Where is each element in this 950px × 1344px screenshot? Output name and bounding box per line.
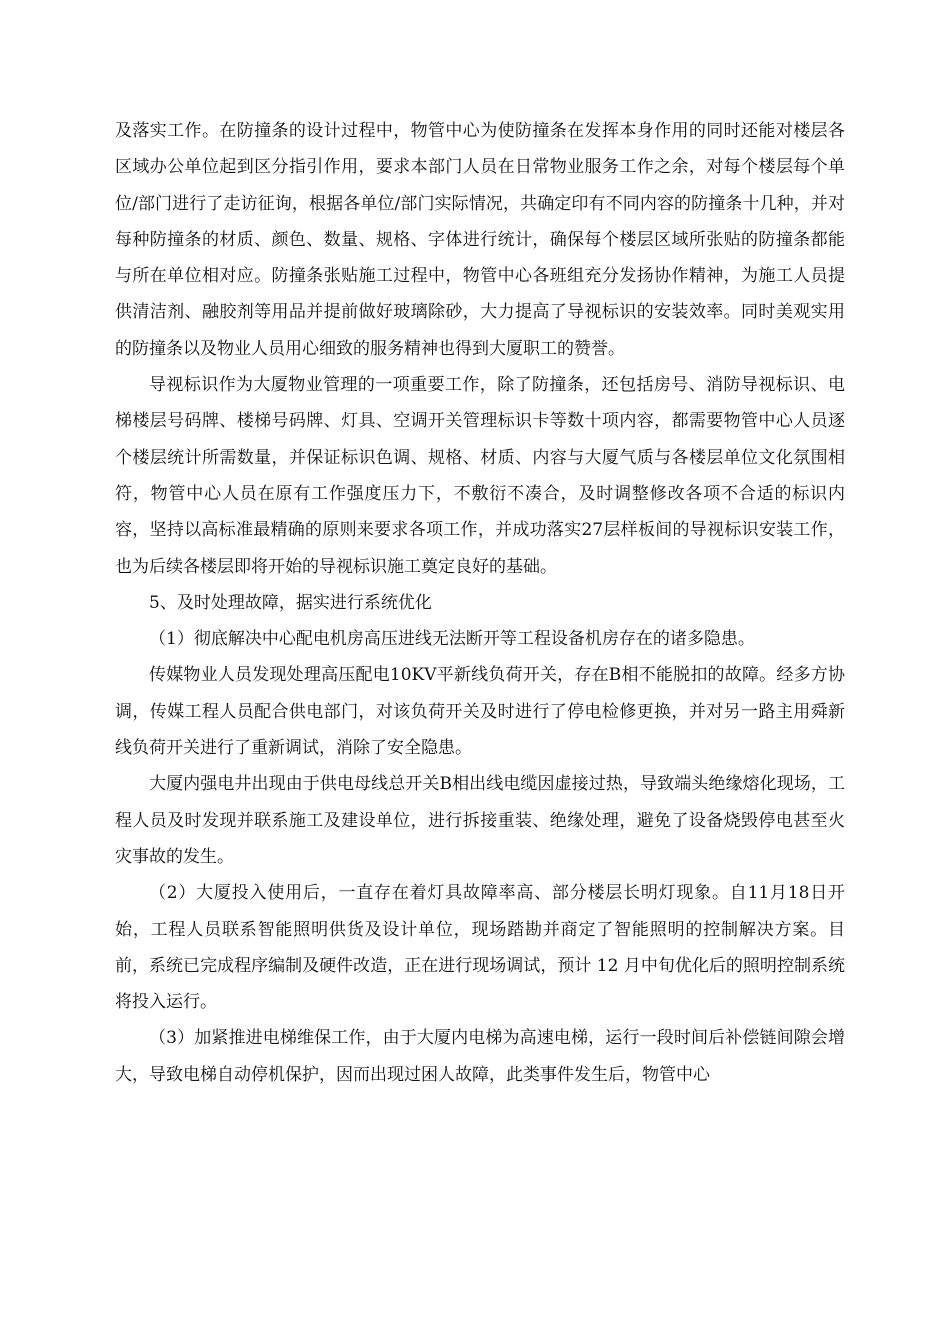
document-body xyxy=(115,113,845,1093)
paragraph-signage-work: 导视标识作为大厦物业管理的一项重要工作，除了防撞条，还包括房号、消防导视标识、电梯楼层号码牌、楼梯号码牌、灯具、空调开关管理标识卡等数十项内容，都需要物管中心人员逐个楼层统计所需数量，并保证标识色调、规格、材质、内容与大厦气质与各楼层单位文化氛围相符，物管中心人员在原有工作强度压力下，不敷衍不凑合，及时调整修改各项不合适的标识内容，坚持以高标准最精确的原则来要求各项工作，并成功落实27层样板间的导视标识安装工作，也为后续各楼层即将开始的导视标识施工奠定良好的基础。 xyxy=(115,375,845,577)
paragraph-item-3-elevator: （3）加紧推进电梯维保工作，由于大厦内电梯为高速电梯，运行一段时间后补偿链间隙会增大，导致电梯自动停机保护，因而出现过困人故障，此类事件发生后，物管中心 xyxy=(115,1028,845,1085)
paragraph-anti-collision-strips: 及落实工作。在防撞条的设计过程中，物管中心为使防撞条在发挥本身作用的同时还能对楼层各区域办公单位起到区分指引作用，要求本部门人员在日常物业服务工作之余，对每个楼层每个单位/部门进行了走访征询，根据各单位/部门实际情况，共确定印有不同内容的防撞条十几种，并对每种防撞条的材质、颜色、数量、规格、字体进行统计，确保每个楼层区域所张贴的防撞条都能与所在单位相对应。防撞条张贴施工过程中，物管中心各班组充分发扬协作精神，为施工人员提供清洁剂、融胶剂等用品并提前做好玻璃除砂，大力提高了导视标识的安装效率。同时美观实用的防撞条以及物业人员用心细致的服务精神也得到大厦职工的赞誉。 xyxy=(115,121,845,359)
paragraph-item-2-lighting: （2）大厦投入使用后，一直存在着灯具故障率高、部分楼层长明灯现象。自11月18日开始，工程人员联系智能照明供货及设计单位，现场踏勘并商定了智能照明的控制解决方案。目前，系统已完成程序编制及硬件改造，正在进行现场调试，预计 12 月中旬优化后的照明控制系统将投入运行。 xyxy=(115,883,845,1013)
paragraph-high-voltage-switch: 传媒物业人员发现处理高压配电10KV平新线负荷开关，存在B相不能脱扣的故障。经多方协调，传媒工程人员配合供电部门，对该负荷开关及时进行了停电检修更换，并对另一路主用舜新线负荷开关进行了重新调试，消除了安全隐患。 xyxy=(115,665,845,759)
section-heading-fault-handling: 5、及时处理故障，据实进行系统优化 xyxy=(149,592,432,613)
paragraph-item-1: （1）彻底解决中心配电机房高压进线无法断开等工程设备机房存在的诸多隐患。 xyxy=(149,629,755,650)
paragraph-power-shaft-cable: 大厦内强电井出现由于供电母线总开关B相出线电缆因虚接过热，导致端头绝缘熔化现场，工程人员及时发现并联系施工及建设单位，进行拆接重装、绝缘处理，避免了设备烧毁停电甚至火灾事故的发生。 xyxy=(115,774,845,867)
